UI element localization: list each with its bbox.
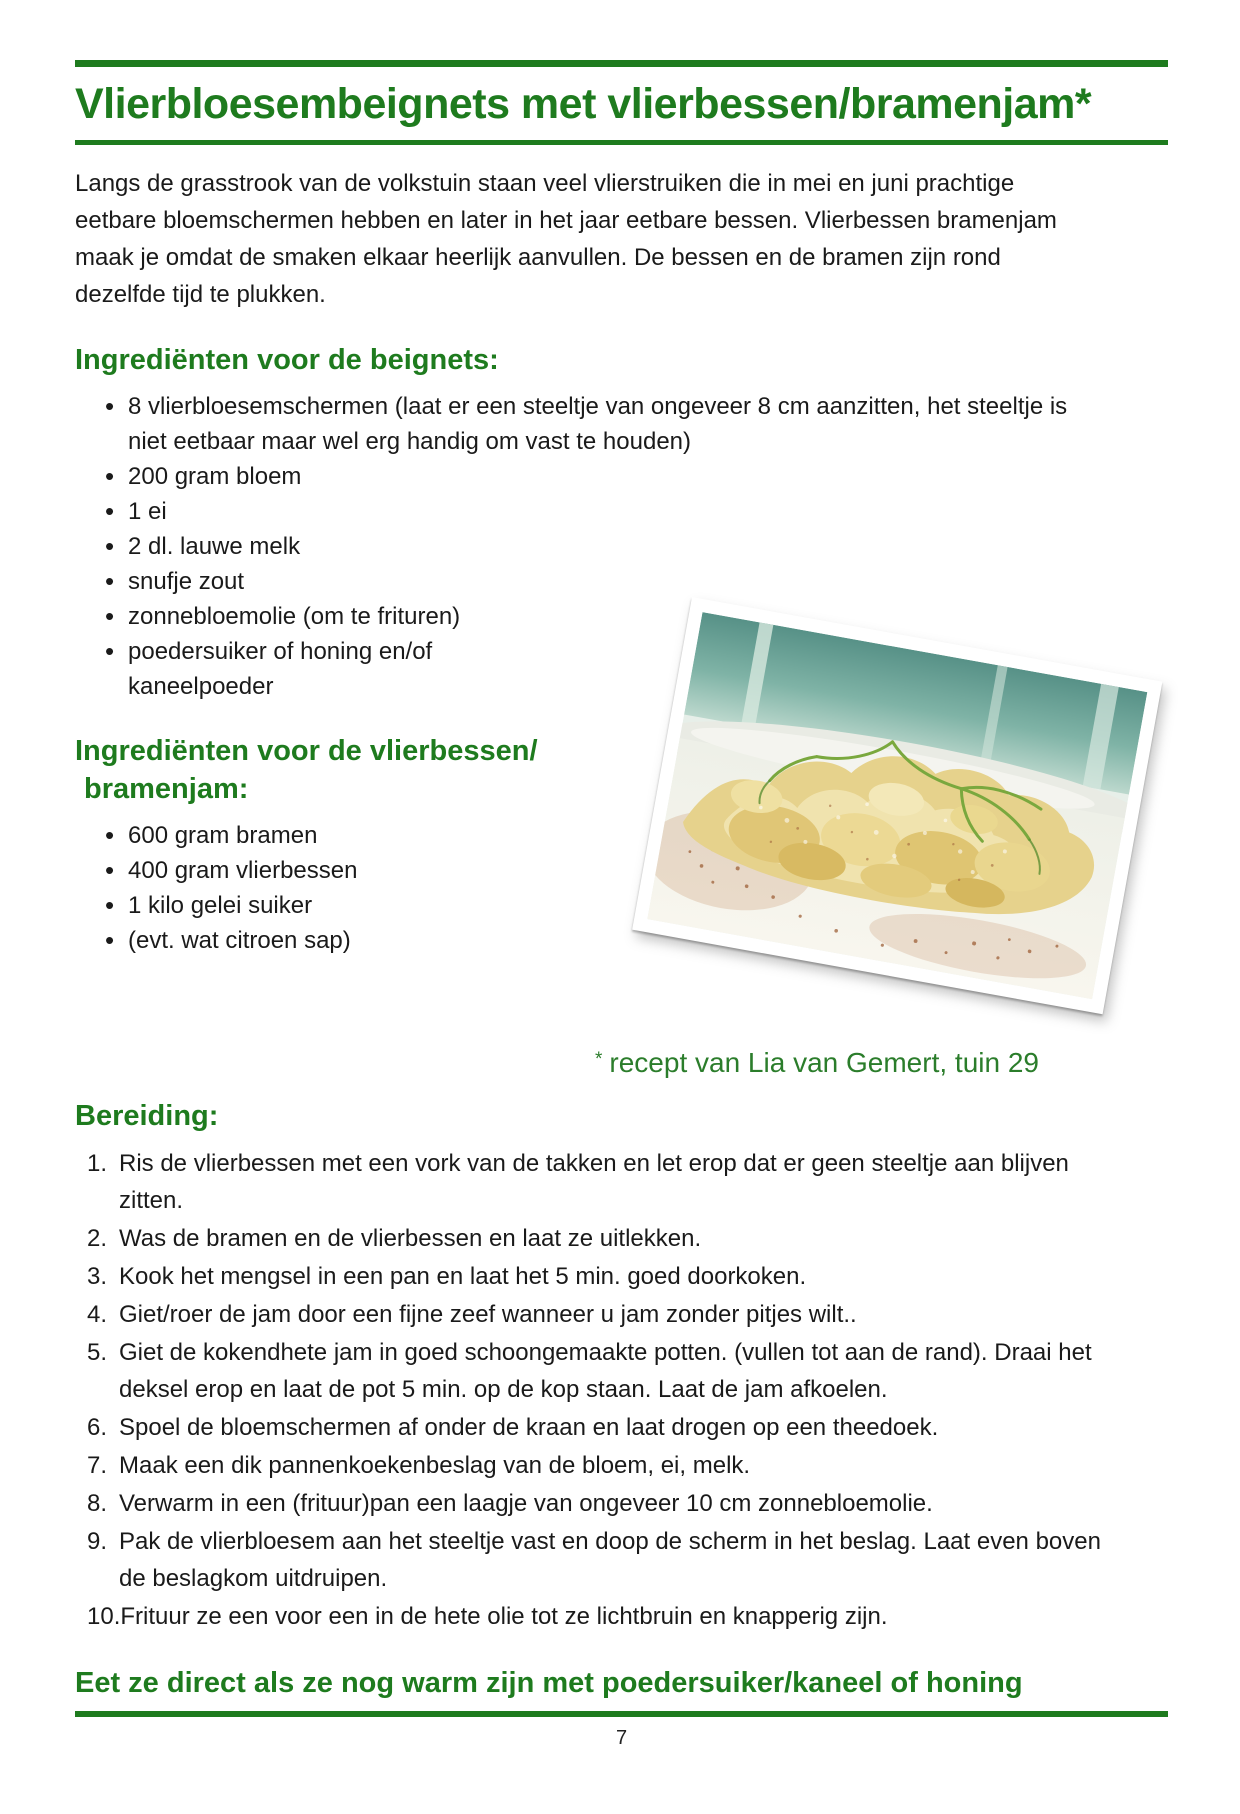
step-number: 5. bbox=[87, 1338, 108, 1366]
closing-line: Eet ze direct als ze nog warm zijn met poedersuiker/kaneel of honing bbox=[75, 1666, 1023, 1699]
step-number: 3. bbox=[87, 1262, 108, 1290]
step-text: Ris de vlierbessen met een vork van de takken en let erop dat er geen steeltje aan blijven zitten. bbox=[119, 1149, 1069, 1214]
credit-text: recept van Lia van Gemert, tuin 29 bbox=[609, 1046, 1039, 1078]
step-row bbox=[75, 1409, 1140, 1446]
step-text: Kook het mengsel in een pan en laat het 5 min. goed doorkoken. bbox=[119, 1262, 807, 1290]
title-divider bbox=[75, 140, 1168, 145]
list-item: • 200 gram bloem bbox=[75, 459, 1085, 494]
jam-ingredients-section bbox=[75, 732, 555, 958]
list-item: • 1 ei bbox=[75, 494, 1085, 529]
step-text: Spoel de bloemschermen af onder de kraan en laat drogen op een theedoek. bbox=[119, 1413, 939, 1441]
step-row bbox=[75, 1485, 1140, 1522]
jam-ingredients-heading bbox=[75, 732, 555, 808]
step-row bbox=[75, 1145, 1140, 1219]
step-text: Maak een dik pannenkoekenbeslag van de bloem, ei, melk. bbox=[119, 1451, 751, 1479]
bottom-divider bbox=[75, 1711, 1168, 1717]
step-row bbox=[75, 1523, 1140, 1597]
list-item: • 2 dl. lauwe melk bbox=[75, 529, 1085, 564]
top-divider bbox=[75, 60, 1168, 67]
list-item: • snufje zout bbox=[75, 564, 1085, 599]
step-number: 9. bbox=[87, 1527, 108, 1555]
list-item: • poedersuiker of honing en/of kaneelpoeder bbox=[75, 634, 478, 704]
step-text: Giet/roer de jam door een fijne zeef wanneer u jam zonder pitjes wilt.. bbox=[119, 1300, 857, 1328]
recipe-page bbox=[0, 60, 1240, 1814]
step-number: 1. bbox=[87, 1149, 108, 1177]
step-row bbox=[75, 1258, 1140, 1295]
intro-paragraph: Langs de grasstrook van de volkstuin staan veel vlierstruiken die in mei en juni prachtige eetbare bloemschermen hebben en later in het jaar eetbare bessen. Vlierbessen bramenjam maak je omdat de smaken elkaar heerlijk aanvullen. De bessen en de bramen zijn rond dezelfde tijd te plukken. bbox=[75, 169, 1057, 308]
asterisk-mark: * bbox=[595, 1048, 603, 1070]
step-number: 6. bbox=[87, 1413, 108, 1441]
jam-ingredients-list bbox=[75, 818, 555, 958]
list-item: • 400 gram vlierbessen bbox=[75, 853, 555, 888]
step-row bbox=[75, 1447, 1140, 1484]
recipe-photo-image bbox=[647, 612, 1147, 999]
step-number: 7. bbox=[87, 1451, 108, 1479]
preparation-steps bbox=[75, 1145, 1140, 1635]
list-item: • 600 gram bramen bbox=[75, 818, 555, 853]
page-title: Vlierbloesembeignets met vlierbessen/bramenjam* bbox=[75, 80, 1092, 128]
step-number: 4. bbox=[87, 1300, 108, 1328]
step-text: Frituur ze een voor een in de hete olie tot ze lichtbruin en knapperig zijn. bbox=[120, 1602, 888, 1630]
step-text: Giet de kokendhete jam in goed schoongemaakte potten. (vullen tot aan de rand). Draai het deksel erop en laat de pot 5 min. op de kop staan. Laat de jam afkoelen. bbox=[119, 1338, 1092, 1403]
beignets-ingredients-heading: Ingrediënten voor de beignets: bbox=[75, 343, 499, 376]
bereiding-heading: Bereiding: bbox=[75, 1099, 219, 1132]
step-text: Pak de vlierbloesem aan het steeltje vast en doop de scherm in het beslag. Laat even boven de beslagkom uitdruipen. bbox=[119, 1527, 1101, 1592]
list-item: • 8 vlierbloesemschermen (laat er een steeltje van ongeveer 8 cm aanzitten, het steeltje is niet eetbaar maar wel erg handig om vast te houden) bbox=[75, 389, 1085, 459]
step-row bbox=[75, 1296, 1140, 1333]
step-number: 8. bbox=[87, 1489, 108, 1517]
step-row bbox=[75, 1220, 1140, 1257]
step-number: 10. bbox=[87, 1602, 121, 1630]
step-row bbox=[75, 1598, 1140, 1635]
list-item: • zonnebloemolie (om te frituren) bbox=[75, 599, 1085, 634]
step-text: Was de bramen en de vlierbessen en laat ze uitlekken. bbox=[119, 1224, 702, 1252]
step-row bbox=[75, 1334, 1140, 1408]
page-number: 7 bbox=[615, 1726, 628, 1749]
step-number: 2. bbox=[87, 1224, 108, 1252]
jam-heading-line2: bramenjam: bbox=[84, 772, 249, 805]
step-text: Verwarm in een (frituur)pan een laagje van ongeveer 10 cm zonnebloemolie. bbox=[119, 1489, 933, 1517]
list-item: • 1 kilo gelei suiker bbox=[75, 888, 555, 923]
list-item: • (evt. wat citroen sap) bbox=[75, 923, 555, 958]
recipe-credit bbox=[595, 1044, 1168, 1079]
jam-heading-line1: Ingrediënten voor de vlierbessen/ bbox=[75, 734, 538, 767]
